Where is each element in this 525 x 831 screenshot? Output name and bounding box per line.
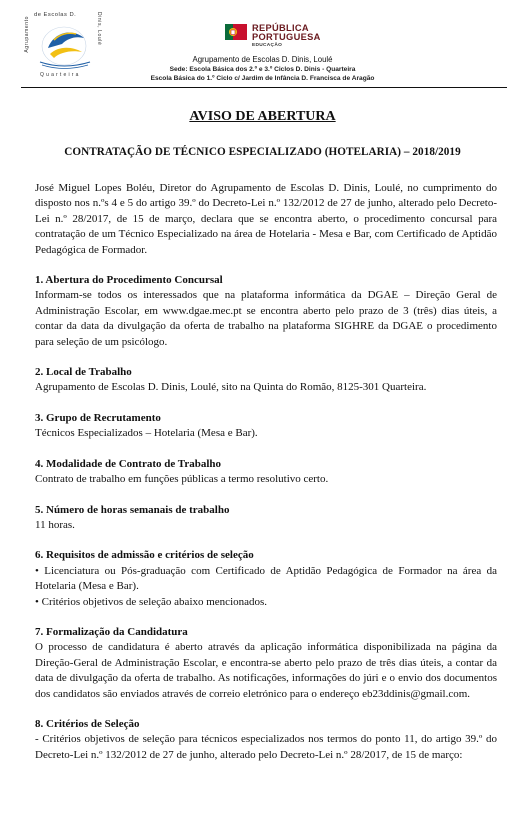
section-heading-5: 5. Número de horas semanais de trabalho (35, 503, 230, 516)
sede-line: Sede: Escola Básica dos 2.º e 3.º Ciclos D. Dinis - Quarteira (169, 66, 356, 73)
section-text-4: Contrato de trabalho em funções públicas a termo resolutivo certo. (35, 473, 329, 486)
list-item: • Critérios objetivos de seleção abaixo mencionados. (35, 595, 268, 608)
section-heading-1: 1. Abertura do Procedimento Concursal (35, 274, 223, 287)
logo-text-right: Dinis, Loulé (96, 12, 102, 46)
page-title (0, 109, 525, 125)
section-text-7: O processo de candidatura é aberto através da aplicação informática disponibilizada na página da Direção-Geral de Administração Escolar, e encontra-se aberto pelo prazo de três dias úteis, a contar da data de divulgação da oferta de trabalho. As notificações, informações do júri e o envio dos documentos dos candidatos são enviados através de correio eletrónico para o endereço eb23ddinis@gmail.com. (35, 641, 497, 700)
logo-text-top: de Escolas D. (34, 12, 77, 18)
republica-line3: EDUCAÇÃO (252, 43, 283, 48)
section-heading-7: 7. Formalização da Candidatura (35, 625, 188, 638)
section-heading-2: 2. Local de Trabalho (35, 366, 132, 379)
agrupamento-name: Agrupamento de Escolas D. Dinis, Loulé (192, 55, 333, 64)
section-text-5: 11 horas. (35, 518, 75, 531)
republica-line2: PORTUGUESA (252, 32, 321, 42)
section-heading-3: 3. Grupo de Recrutamento (35, 411, 161, 424)
republica-logo (225, 24, 321, 48)
page-subtitle: CONTRATAÇÃO DE TÉCNICO ESPECIALIZADO (HOTELARIA) – 2018/2019 (64, 146, 461, 158)
logo-text-bottom: Quarteira (40, 72, 81, 78)
section-text-3: Técnicos Especializados – Hotelaria (Mesa e Bar). (35, 427, 258, 440)
republica-line1: REPÚBLICA (252, 23, 309, 33)
list-item: • Licenciatura ou Pós-graduação com Certificado de Aptidão Pedagógica de Formador na área da Hotelaria (Mesa e Bar). (35, 564, 497, 593)
section-text-2: Agrupamento de Escolas D. Dinis, Loulé, sito na Quinta do Romão, 8125-301 Quarteira. (35, 381, 427, 394)
portugal-flag-icon (225, 24, 247, 40)
section-heading-8: 8. Critérios de Seleção (35, 717, 140, 730)
logo-text-left: Agrupamento (24, 16, 30, 53)
document-body (35, 181, 497, 763)
section-heading-4: 4. Modalidade de Contrato de Trabalho (35, 457, 221, 470)
intro-paragraph: José Miguel Lopes Boléu, Diretor do Agrupamento de Escolas D. Dinis, Loulé, no cumprimento do disposto nos n.ºs 4 e 5 do artigo 39.º do Decreto-Lei n.º 132/2012 de 27 de junho, alterado pelo Decreto-Lei n.º 28/2017, de 15 de março, declara que se encontra aberto, o procedimento concursal para contratação de um Técnico Especializado na área de Hotelaria - Mesa e Bar, com Certificado de Aptidão Pedagógica de Formador. (35, 182, 497, 256)
section-text-1: Informam-se todos os interessados que na plataforma informática da DGAE – Direção Geral de Administração Escolar, em www.dgae.mec.pt se encontra aberto pelo prazo de 3 (três) dias úteis, a contar da data da divulgação da oferta de trabalho na plataforma SIGHRE da DGAE o procedimento para seleção de um psicólogo. (35, 289, 497, 348)
escola-basica-line: Escola Básica do 1.º Ciclo c/ Jardim de Infância D. Francisca de Aragão (150, 75, 375, 82)
section-text-8: - Critérios objetivos de seleção para técnicos especializados nos termos do ponto 11, do artigo 39.º do Decreto-Lei n.º 132/2012 de 27 de junho, alterado pelo Decreto-Lei n.º 28/2017, de 15 de março: (35, 733, 497, 761)
page-title-text: AVISO DE ABERTURA (189, 109, 336, 124)
header-divider (21, 87, 507, 88)
section-heading-6: 6. Requisitos de admissão e critérios de seleção (35, 549, 254, 562)
